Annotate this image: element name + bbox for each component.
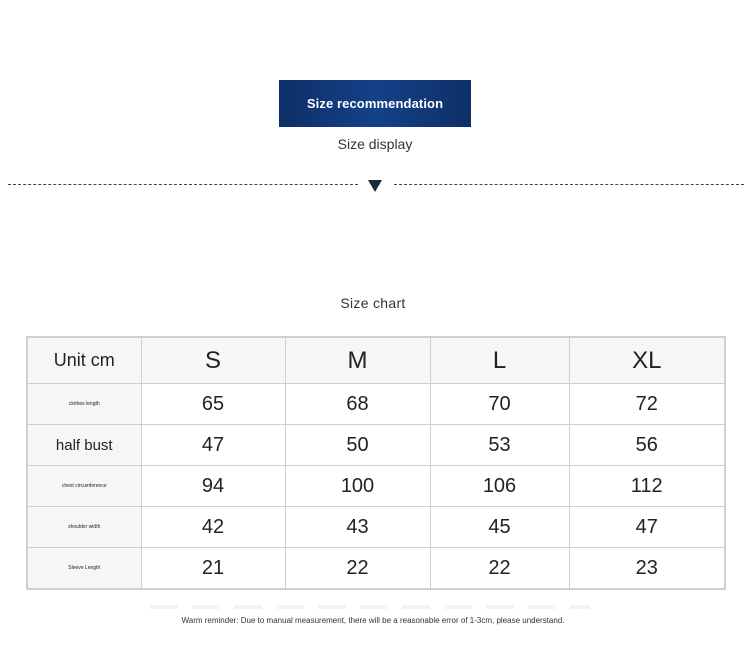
table-cell: 53	[430, 425, 569, 466]
size-header-xl: XL	[569, 337, 725, 384]
warm-reminder-note: Warm reminder: Due to manual measurement, there will be a reasonable error of 1-3cm, please understand.	[181, 616, 565, 625]
row-label-half-bust: half bust	[27, 425, 141, 466]
faint-watermark-text	[150, 605, 590, 609]
table-cell: 68	[285, 384, 430, 425]
table-cell: 65	[141, 384, 285, 425]
size-header-l: L	[430, 337, 569, 384]
row-label-sleeve-length: Sleeve Length	[27, 548, 141, 590]
size-display-subtitle: Size display	[337, 136, 413, 152]
table-cell: 22	[430, 548, 569, 590]
table-cell: 100	[285, 466, 430, 507]
table-row	[27, 466, 725, 507]
row-label-shoulder-width: shoulder width	[27, 507, 141, 548]
table-cell: 21	[141, 548, 285, 590]
table-cell: 43	[285, 507, 430, 548]
banner-label: Size recommendation	[306, 96, 444, 111]
row-label-clothes-length: clothes length	[27, 384, 141, 425]
table-header-row	[27, 337, 725, 384]
divider-right	[394, 184, 744, 185]
table-cell: 42	[141, 507, 285, 548]
table-cell: 94	[141, 466, 285, 507]
row-label-chest-circumference: chest circumference	[27, 466, 141, 507]
table-cell: 72	[569, 384, 725, 425]
table-cell: 22	[285, 548, 430, 590]
table-cell: 45	[430, 507, 569, 548]
table-cell: 47	[569, 507, 725, 548]
table-row	[27, 384, 725, 425]
size-header-s: S	[141, 337, 285, 384]
table-cell: 112	[569, 466, 725, 507]
table-cell: 23	[569, 548, 725, 590]
table-cell: 56	[569, 425, 725, 466]
table-row	[27, 507, 725, 548]
table-row	[27, 425, 725, 466]
table-cell: 70	[430, 384, 569, 425]
size-chart-table	[26, 336, 726, 590]
table-cell: 50	[285, 425, 430, 466]
table-row	[27, 548, 725, 590]
down-triangle-icon	[368, 180, 382, 192]
size-header-m: M	[285, 337, 430, 384]
size-recommendation-banner	[279, 80, 471, 127]
table-cell: 106	[430, 466, 569, 507]
divider-left	[8, 184, 358, 185]
table-cell: 47	[141, 425, 285, 466]
unit-label: Unit cm	[27, 337, 141, 384]
size-chart-title: Size chart	[340, 295, 406, 311]
